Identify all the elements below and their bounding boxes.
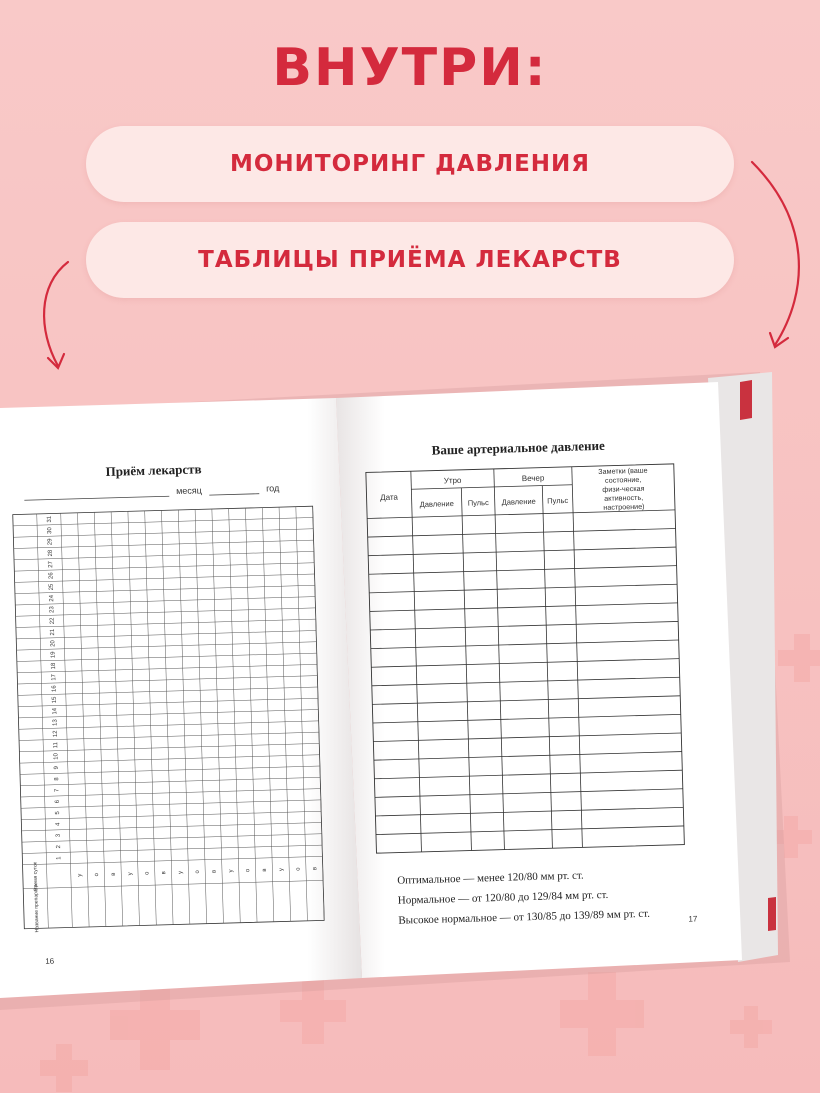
day-number: 11 <box>53 741 60 749</box>
day-number: 30 <box>47 527 54 534</box>
col-pulse-header: Пульс <box>547 495 569 506</box>
day-number: 18 <box>50 662 58 670</box>
time-code: о <box>194 870 201 874</box>
day-number: 12 <box>52 730 59 738</box>
time-code: в <box>211 869 218 874</box>
day-number: 20 <box>50 640 57 647</box>
time-code: у <box>177 870 185 874</box>
col-pulse-header: Пульс <box>467 498 489 508</box>
day-number: 10 <box>53 752 60 760</box>
time-code: у <box>127 872 134 876</box>
col-evening-header: Вечер <box>521 473 545 484</box>
day-number: 21 <box>49 628 57 636</box>
left-page-title: Приём лекарств <box>105 461 202 479</box>
time-code: в <box>312 866 319 871</box>
day-number: 25 <box>48 583 55 591</box>
note-high-normal: Высокое нормальное — от 130/85 до 139/89 мм рт. ст. <box>398 907 651 927</box>
right-page-title: Ваше артериальное давление <box>431 437 605 458</box>
cover-edge-top <box>740 380 752 420</box>
page-heading: ВНУТРИ: <box>272 38 548 98</box>
time-code: у <box>228 869 235 873</box>
day-number: 5 <box>55 811 62 815</box>
day-number: 31 <box>46 515 53 523</box>
col-morning-header: Утро <box>443 475 462 486</box>
time-of-day-label: Время суток <box>32 861 40 891</box>
day-number: 16 <box>51 685 58 693</box>
time-code: у <box>77 873 84 877</box>
day-number: 22 <box>49 617 56 625</box>
time-code: в <box>161 871 168 875</box>
day-number: 7 <box>54 788 61 793</box>
day-number: 6 <box>54 799 61 804</box>
day-number: 3 <box>55 833 62 838</box>
day-number: 26 <box>48 572 55 580</box>
day-number: 1 <box>56 856 63 860</box>
month-label: месяц <box>176 485 203 497</box>
time-code: о <box>93 872 101 877</box>
time-code: в <box>110 872 117 876</box>
day-number: 24 <box>49 594 56 602</box>
time-code: о <box>295 867 302 871</box>
col-pressure-header: Давление <box>419 499 454 510</box>
feature-label: МОНИТОРИНГ ДАВЛЕНИЯ <box>229 151 591 177</box>
day-number: 8 <box>54 777 61 781</box>
day-number: 23 <box>49 606 56 614</box>
note-optimal: Оптимальное — менее 120/80 мм рт. ст. <box>397 869 584 887</box>
day-number: 17 <box>51 673 58 681</box>
page-number-right: 17 <box>688 914 698 924</box>
day-number: 14 <box>52 707 59 715</box>
time-code: о <box>144 871 151 876</box>
time-code: в <box>261 868 269 872</box>
col-notes-header: Заметки (вашесостояние,физи-ческаяактивность,настроение) <box>598 465 648 512</box>
day-number: 19 <box>50 651 57 659</box>
day-number: 27 <box>48 560 55 568</box>
day-number: 28 <box>47 549 54 557</box>
feature-label: ТАБЛИЦЫ ПРИЁМА ЛЕКАРСТВ <box>198 247 622 273</box>
note-normal: Нормальное — от 120/80 до 129/84 мм рт. ст. <box>397 888 609 907</box>
col-pressure-header: Давление <box>501 496 536 507</box>
drug-name-label: Название препарата <box>33 884 41 933</box>
day-number: 9 <box>53 765 60 770</box>
day-number: 13 <box>52 719 59 726</box>
day-number: 4 <box>55 822 62 826</box>
day-number: 29 <box>47 538 54 546</box>
time-code: о <box>245 868 252 873</box>
page-number-left: 16 <box>45 956 55 966</box>
cover-edge-bottom <box>768 897 776 931</box>
day-number: 15 <box>51 696 59 704</box>
year-label: год <box>265 483 280 494</box>
time-code: у <box>278 867 285 872</box>
day-number: 2 <box>56 845 63 849</box>
col-date-header: Дата <box>380 492 399 503</box>
